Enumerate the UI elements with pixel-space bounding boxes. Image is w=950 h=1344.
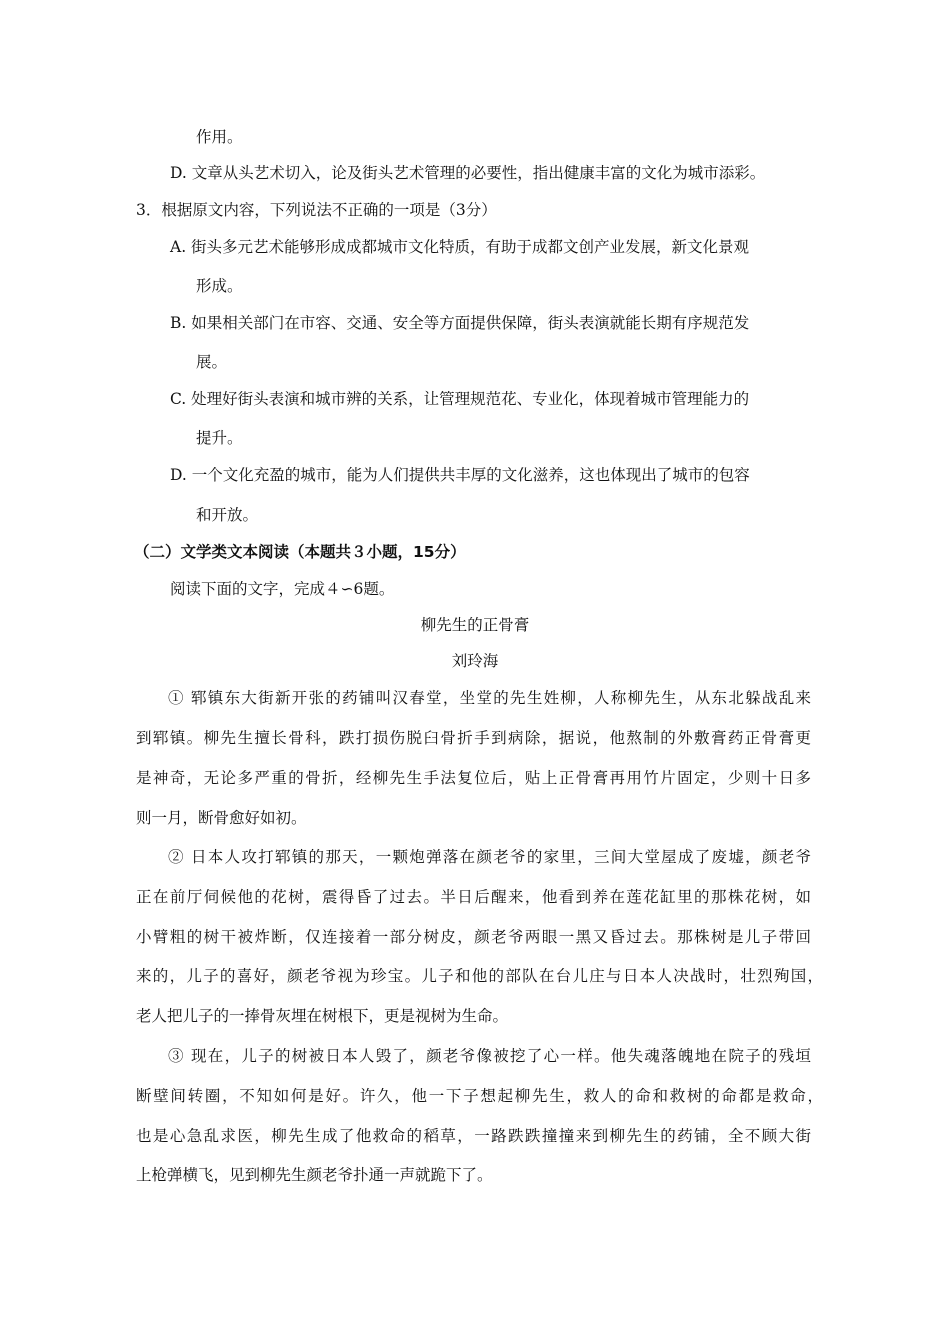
q3-option-d-line1: D. 一个文化充盈的城市，能为人们提供共丰厚的文化滋养，这也体现出了城市的包容 xyxy=(170,466,750,484)
section2-instruction: 阅读下面的文字，完成４∽6题。 xyxy=(170,580,395,598)
passage-p1-line: 则一月，断骨愈好如初。 xyxy=(136,809,307,827)
passage-p1-line: 是神奇，无论多严重的骨折，经柳先生手法复位后，贴上正骨膏再用竹片固定，少则十日多 xyxy=(136,769,811,787)
q3-stem: 3．根据原文内容，下列说法不正确的一项是（3分） xyxy=(136,201,497,219)
passage-p2-line: 老人把儿子的一捧骨灰埋在树根下，更是视树为生命。 xyxy=(136,1007,509,1025)
q3-option-b-line1: B. 如果相关部门在市容、交通、安全等方面提供保障，街头表演就能长期有序规范发 xyxy=(170,314,750,332)
q3-option-c-line2: 提升。 xyxy=(196,429,243,447)
q2-option-d: D. 文章从头艺术切入，论及街头艺术管理的必要性，指出健康丰富的文化为城市添彩。 xyxy=(170,164,766,182)
q2-option-c-continuation: 作用。 xyxy=(196,128,243,146)
q3-option-b-line2: 展。 xyxy=(196,353,228,371)
passage-p2-line: 来的，儿子的喜好，颜老爷视为珍宝。儿子和他的部队在台儿庄与日本人决战时，壮烈殉国， xyxy=(136,967,823,985)
passage-p3-line: 断壁间转圈，不知如何是好。许久，他一下子想起柳先生，救人的命和救树的命都是救命， xyxy=(136,1087,823,1105)
passage-p2-line: ② 日本人攻打郓镇的那天，一颗炮弹落在颜老爷的家里，三间大堂屋成了废墟，颜老爷 xyxy=(168,848,811,866)
passage-p2-line: 小臂粗的树干被炸断，仅连接着一部分树皮，颜老爷两眼一黑又昏过去。那株树是儿子带回 xyxy=(136,928,811,946)
passage-p1-line: 到郓镇。柳先生擅长骨科，跌打损伤脱臼骨折手到病除，据说，他熬制的外敷膏药正骨膏更 xyxy=(136,729,811,747)
section2-heading: （二）文学类文本阅读（本题共３小题，15分） xyxy=(134,543,466,561)
q3-option-a-line2: 形成。 xyxy=(196,277,243,295)
passage-title: 柳先生的正骨膏 xyxy=(420,616,530,634)
passage-p3-line: 也是心急乱求医，柳先生成了他救命的稻草，一路跌跌撞撞来到柳先生的药铺，全不顾大街 xyxy=(136,1127,811,1145)
passage-author: 刘玲海 xyxy=(451,652,499,670)
passage-p2-line: 正在前厅伺候他的花树，震得昏了过去。半日后醒来，他看到养在莲花缸里的那株花树，如 xyxy=(136,888,811,906)
q3-option-a-line1: A. 街头多元艺术能够形成成都城市文化特质，有助于成都文创产业发展，新文化景观 xyxy=(170,238,750,256)
passage-p3-line: ③ 现在，儿子的树被日本人毁了，颜老爷像被挖了心一样。他失魂落魄地在院子的残垣 xyxy=(168,1047,811,1065)
q3-option-c-line1: C. 处理好街头表演和城市辨的关系，让管理规范花、专业化，体现着城市管理能力的 xyxy=(170,390,750,408)
passage-p1-line: ① 郓镇东大街新开张的药铺叫汉春堂，坐堂的先生姓柳，人称柳先生，从东北躲战乱来 xyxy=(168,689,811,707)
passage-p3-line: 上枪弹横飞，见到柳先生颜老爷扑通一声就跪下了。 xyxy=(136,1166,493,1184)
q3-option-d-line2: 和开放。 xyxy=(196,506,259,524)
